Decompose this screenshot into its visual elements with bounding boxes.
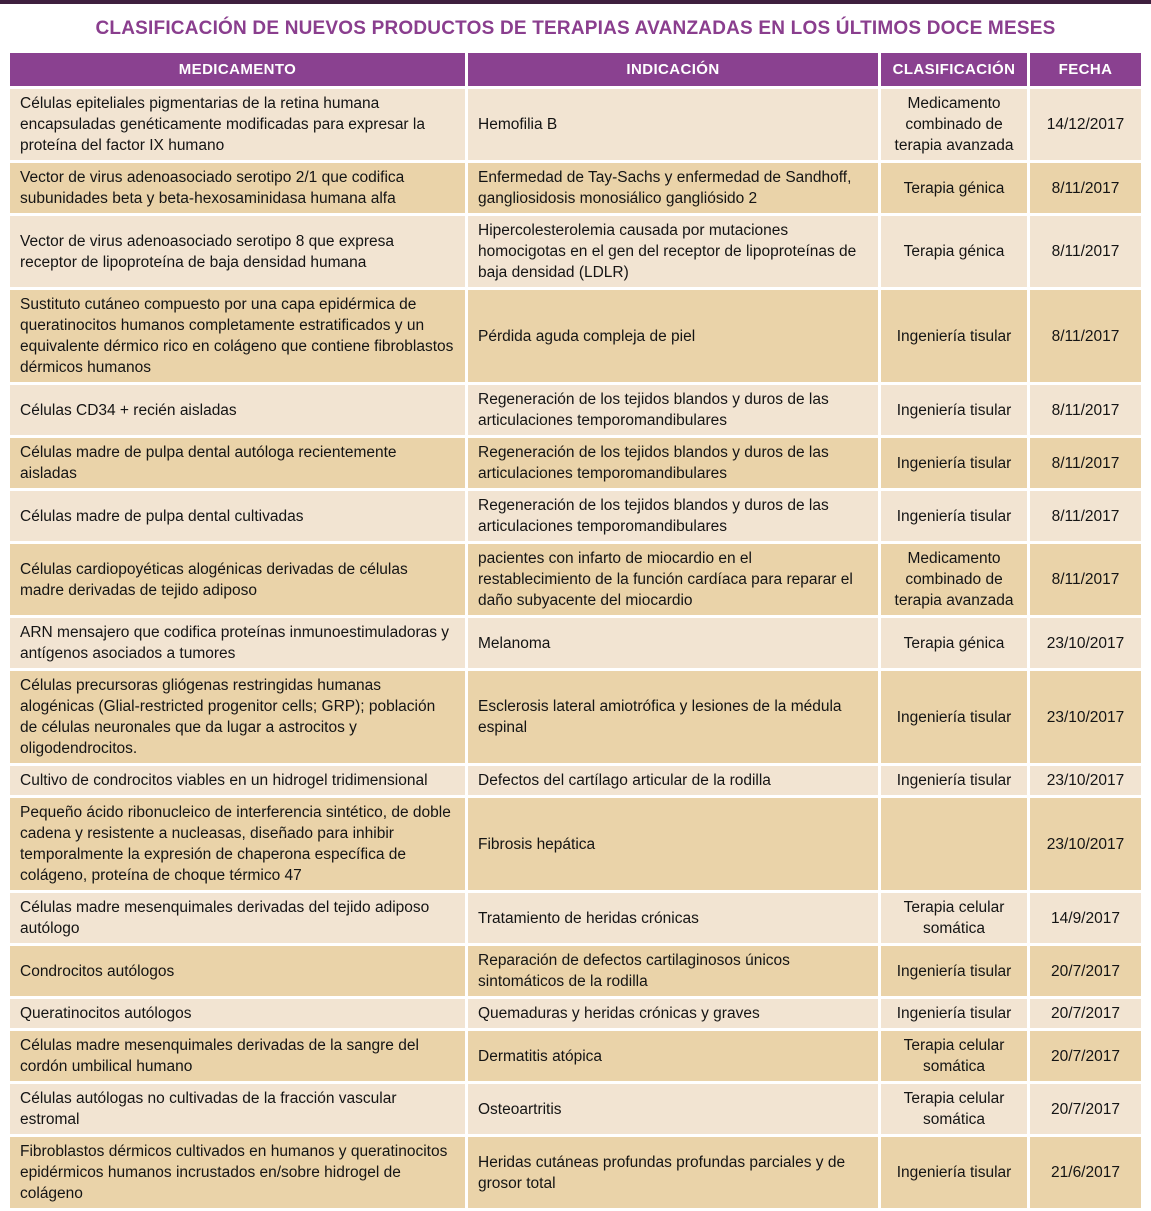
cell-fecha: 14/12/2017 [1030, 89, 1141, 160]
cell-fecha: 23/10/2017 [1030, 671, 1141, 763]
cell-fecha: 8/11/2017 [1030, 163, 1141, 213]
cell-fecha: 23/10/2017 [1030, 618, 1141, 668]
column-header-medicamento: MEDICAMENTO [10, 53, 465, 86]
cell-clasificacion: Terapia génica [881, 216, 1027, 287]
cell-medicamento: ARN mensajero que codifica proteínas inmunoestimuladoras y antígenos asociados a tumores [10, 618, 465, 668]
column-header-clasificacion: CLASIFICACIÓN [881, 53, 1027, 86]
cell-indicacion: Regeneración de los tejidos blandos y duros de las articulaciones temporomandibulares [468, 491, 878, 541]
cell-clasificacion: Ingeniería tisular [881, 946, 1027, 996]
cell-indicacion: Regeneración de los tejidos blandos y duros de las articulaciones temporomandibulares [468, 385, 878, 435]
table-row [10, 1031, 1141, 1081]
table-row [10, 999, 1141, 1028]
table-header [10, 53, 1141, 86]
cell-medicamento: Células madre de pulpa dental cultivadas [10, 491, 465, 541]
table-row [10, 1084, 1141, 1134]
cell-fecha: 8/11/2017 [1030, 385, 1141, 435]
cell-clasificacion: Ingeniería tisular [881, 671, 1027, 763]
cell-fecha: 8/11/2017 [1030, 290, 1141, 382]
cell-indicacion: Hipercolesterolemia causada por mutaciones homocigotas en el gen del receptor de lipoproteínas de baja densidad (LDLR) [468, 216, 878, 287]
cell-fecha: 21/6/2017 [1030, 1137, 1141, 1208]
cell-clasificacion [881, 798, 1027, 890]
table-row [10, 671, 1141, 763]
table-row [10, 618, 1141, 668]
table-row [10, 946, 1141, 996]
table-header-row [10, 53, 1141, 86]
top-rule [0, 0, 1151, 4]
cell-medicamento: Pequeño ácido ribonucleico de interferencia sintético, de doble cadena y resistente a nucleasas, diseñado para inhibir temporalmente la expresión de chaperona específica de colágeno, proteína de choque térmico 47 [10, 798, 465, 890]
cell-clasificacion: Terapia celular somática [881, 1084, 1027, 1134]
column-header-fecha: FECHA [1030, 53, 1141, 86]
cell-medicamento: Vector de virus adenoasociado serotipo 2/1 que codifica subunidades beta y beta-hexosaminidasa humana alfa [10, 163, 465, 213]
cell-indicacion: pacientes con infarto de miocardio en el restablecimiento de la función cardíaca para reparar el daño subyacente del miocardio [468, 544, 878, 615]
cell-indicacion: Tratamiento de heridas crónicas [468, 893, 878, 943]
cell-medicamento: Células epiteliales pigmentarias de la retina humana encapsuladas genéticamente modificadas para expresar la proteína del factor IX humano [10, 89, 465, 160]
cell-clasificacion: Terapia celular somática [881, 1031, 1027, 1081]
cell-fecha: 23/10/2017 [1030, 766, 1141, 795]
cell-fecha: 8/11/2017 [1030, 491, 1141, 541]
cell-fecha: 8/11/2017 [1030, 216, 1141, 287]
therapy-products-table [7, 50, 1144, 1211]
cell-indicacion: Reparación de defectos cartilaginosos únicos sintomáticos de la rodilla [468, 946, 878, 996]
cell-fecha: 20/7/2017 [1030, 999, 1141, 1028]
page-title: CLASIFICACIÓN DE NUEVOS PRODUCTOS DE TERAPIAS AVANZADAS EN LOS ÚLTIMOS DOCE MESES [95, 18, 1056, 39]
cell-fecha: 23/10/2017 [1030, 798, 1141, 890]
cell-indicacion: Heridas cutáneas profundas profundas parciales y de grosor total [468, 1137, 878, 1208]
cell-clasificacion: Medicamento combinado de terapia avanzada [881, 544, 1027, 615]
cell-indicacion: Melanoma [468, 618, 878, 668]
cell-clasificacion: Ingeniería tisular [881, 438, 1027, 488]
cell-clasificacion: Terapia celular somática [881, 893, 1027, 943]
cell-medicamento: Células autólogas no cultivadas de la fracción vascular estromal [10, 1084, 465, 1134]
cell-fecha: 20/7/2017 [1030, 1031, 1141, 1081]
cell-medicamento: Células precursoras gliógenas restringidas humanas alogénicas (Glial-restricted progenitor cells; GRP); población de células neuronales que da lugar a astrocitos y oligodendrocitos. [10, 671, 465, 763]
cell-indicacion: Fibrosis hepática [468, 798, 878, 890]
cell-clasificacion: Medicamento combinado de terapia avanzada [881, 89, 1027, 160]
cell-indicacion: Regeneración de los tejidos blandos y duros de las articulaciones temporomandibulares [468, 438, 878, 488]
cell-fecha: 14/9/2017 [1030, 893, 1141, 943]
table-row [10, 798, 1141, 890]
cell-clasificacion: Ingeniería tisular [881, 766, 1027, 795]
table-body [10, 89, 1141, 1208]
cell-medicamento: Condrocitos autólogos [10, 946, 465, 996]
cell-indicacion: Quemaduras y heridas crónicas y graves [468, 999, 878, 1028]
table-row [10, 491, 1141, 541]
cell-fecha: 8/11/2017 [1030, 438, 1141, 488]
cell-fecha: 20/7/2017 [1030, 946, 1141, 996]
table-row [10, 438, 1141, 488]
table-row [10, 385, 1141, 435]
cell-medicamento: Células madre mesenquimales derivadas del tejido adiposo autólogo [10, 893, 465, 943]
table-row [10, 290, 1141, 382]
cell-medicamento: Células cardiopoyéticas alogénicas derivadas de células madre derivadas de tejido adiposo [10, 544, 465, 615]
cell-fecha: 20/7/2017 [1030, 1084, 1141, 1134]
table-row [10, 893, 1141, 943]
table-row [10, 163, 1141, 213]
table-row [10, 1137, 1141, 1208]
cell-medicamento: Fibroblastos dérmicos cultivados en humanos y queratinocitos epidérmicos humanos incrustados en/sobre hidrogel de colágeno [10, 1137, 465, 1208]
column-header-indicacion: INDICACIÓN [468, 53, 878, 86]
cell-clasificacion: Ingeniería tisular [881, 290, 1027, 382]
cell-medicamento: Células madre de pulpa dental autóloga recientemente aisladas [10, 438, 465, 488]
cell-indicacion: Defectos del cartílago articular de la rodilla [468, 766, 878, 795]
cell-medicamento: Vector de virus adenoasociado serotipo 8 que expresa receptor de lipoproteína de baja densidad humana [10, 216, 465, 287]
table-row [10, 544, 1141, 615]
cell-fecha: 8/11/2017 [1030, 544, 1141, 615]
cell-medicamento: Sustituto cutáneo compuesto por una capa epidérmica de queratinocitos humanos completamente estratificados y un equivalente dérmico rico en colágeno que contiene fibroblastos dérmicos humanos [10, 290, 465, 382]
cell-indicacion: Enfermedad de Tay-Sachs y enfermedad de Sandhoff, gangliosidosis monosiálico gangliósido 2 [468, 163, 878, 213]
cell-clasificacion: Ingeniería tisular [881, 1137, 1027, 1208]
cell-medicamento: Células madre mesenquimales derivadas de la sangre del cordón umbilical humano [10, 1031, 465, 1081]
cell-clasificacion: Ingeniería tisular [881, 999, 1027, 1028]
table-row [10, 766, 1141, 795]
cell-indicacion: Pérdida aguda compleja de piel [468, 290, 878, 382]
cell-indicacion: Osteoartritis [468, 1084, 878, 1134]
cell-indicacion: Hemofilia B [468, 89, 878, 160]
cell-medicamento: Queratinocitos autólogos [10, 999, 465, 1028]
cell-medicamento: Cultivo de condrocitos viables en un hidrogel tridimensional [10, 766, 465, 795]
cell-clasificacion: Ingeniería tisular [881, 491, 1027, 541]
cell-indicacion: Esclerosis lateral amiotrófica y lesiones de la médula espinal [468, 671, 878, 763]
table-row [10, 216, 1141, 287]
cell-clasificacion: Ingeniería tisular [881, 385, 1027, 435]
cell-clasificacion: Terapia génica [881, 618, 1027, 668]
table-row [10, 89, 1141, 160]
cell-medicamento: Células CD34 + recién aisladas [10, 385, 465, 435]
cell-indicacion: Dermatitis atópica [468, 1031, 878, 1081]
cell-clasificacion: Terapia génica [881, 163, 1027, 213]
